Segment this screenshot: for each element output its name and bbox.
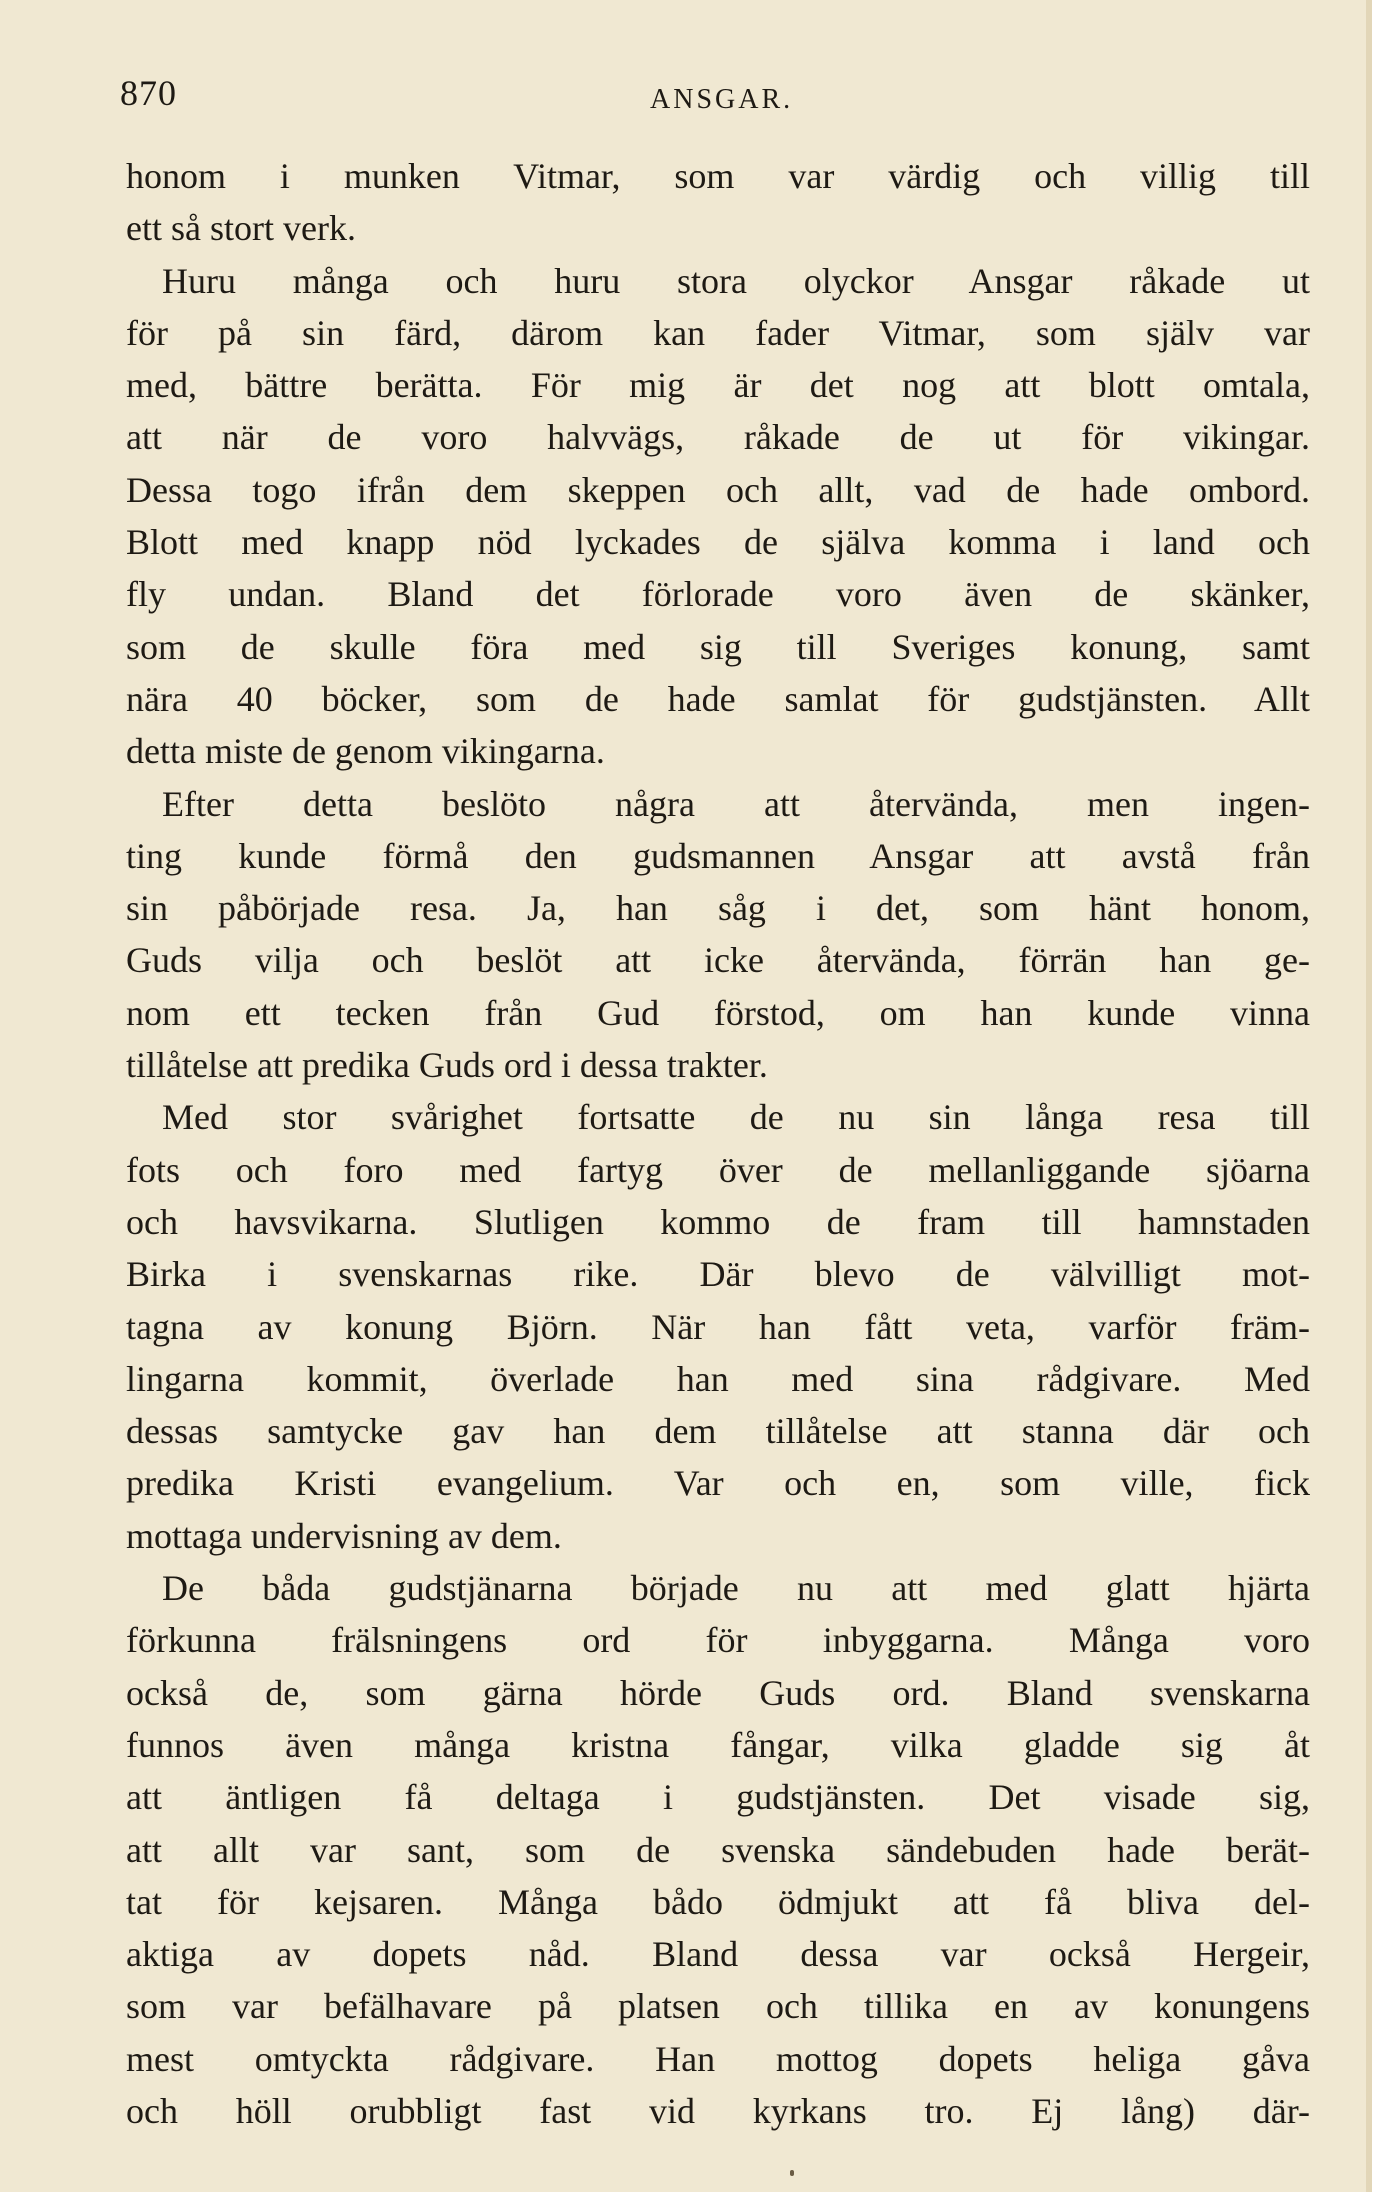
page-number: 870 [120,73,177,113]
text-line: som de skulle föra med sig till Sveriges konung, samt [126,626,1310,667]
text-line: tillåtelse att predika Guds ord i dessa trakter. [126,1045,768,1086]
text-line: nära 40 böcker, som de hade samlat för gudstjänsten. Allt [126,678,1310,719]
text-line: predika Kristi evangelium. Var och en, som ville, fick [126,1463,1310,1504]
text-line: och höll orubbligt fast vid kyrkans tro. Ej lång) där- [126,2090,1310,2131]
text-line: tat för kejsaren. Många bådo ödmjukt att få bliva del- [126,1881,1310,1922]
text-line: funnos även många kristna fångar, vilka gladde sig åt [126,1724,1310,1765]
text-line: Huru många och huru stora olyckor Ansgar råkade ut [162,260,1310,301]
running-title: ANSGAR. [650,84,794,115]
text-line: Birka i svenskarnas rike. Där blevo de välvilligt mot- [126,1254,1310,1295]
text-line: fly undan. Bland det förlorade voro även de skänker, [126,574,1310,615]
text-line: för på sin färd, därom kan fader Vitmar, som själv var [126,312,1310,353]
ink-speck [790,2170,794,2176]
text-line: mest omtyckta rådgivare. Han mottog dopets heliga gåva [126,2038,1310,2079]
text-line: Blott med knapp nöd lyckades de själva komma i land och [126,522,1310,563]
body-text [126,150,1310,2137]
text-line: ett så stort verk. [126,208,356,249]
text-line: också de, som gärna hörde Guds ord. Bland svenskarna [126,1672,1310,1713]
text-line: som var befälhavare på platsen och tillika en av konungens [126,1986,1310,2027]
text-line: ting kunde förmå den gudsmannen Ansgar att avstå från [126,835,1310,876]
text-line: De båda gudstjänarna började nu att med glatt hjärta [162,1568,1310,1609]
text-line: Guds vilja och beslöt att icke återvända, förrän han ge- [126,940,1310,981]
text-line: med, bättre berätta. För mig är det nog att blott omtala, [126,365,1310,406]
text-line: nom ett tecken från Gud förstod, om han kunde vinna [126,992,1310,1033]
text-line: dessas samtycke gav han dem tillåtelse att stanna där och [126,1411,1310,1452]
text-line: honom i munken Vitmar, som var värdig och villig till [126,156,1310,196]
text-line: Efter detta beslöto några att återvända, men ingen- [162,783,1310,824]
text-line: Med stor svårighet fortsatte de nu sin långa resa till [162,1097,1310,1138]
text-line: lingarna kommit, överlade han med sina rådgivare. Med [126,1358,1310,1399]
text-line: detta miste de genom vikingarna. [126,731,605,772]
text-line: aktiga av dopets nåd. Bland dessa var också Hergeir, [126,1934,1310,1975]
text-line: sin påbörjade resa. Ja, han såg i det, som hänt honom, [126,888,1310,929]
page-right-margin [1372,0,1400,2192]
text-line: att allt var sant, som de svenska sändebuden hade berät- [126,1829,1310,1870]
text-line: fots och foro med fartyg över de mellanliggande sjöarna [126,1149,1310,1190]
text-line: att när de voro halvvägs, råkade de ut för vikingar. [126,417,1310,458]
text-line: Dessa togo ifrån dem skeppen och allt, vad de hade ombord. [126,469,1310,510]
text-line: mottaga undervisning av dem. [126,1515,562,1556]
text-line: förkunna frälsningens ord för inbyggarna. Många voro [126,1620,1310,1661]
text-line: tagna av konung Björn. När han fått veta, varför främ- [126,1306,1310,1347]
text-line: att äntligen få deltaga i gudstjänsten. Det visade sig, [126,1777,1310,1818]
text-line: och havsvikarna. Slutligen kommo de fram till hamnstaden [126,1201,1310,1242]
